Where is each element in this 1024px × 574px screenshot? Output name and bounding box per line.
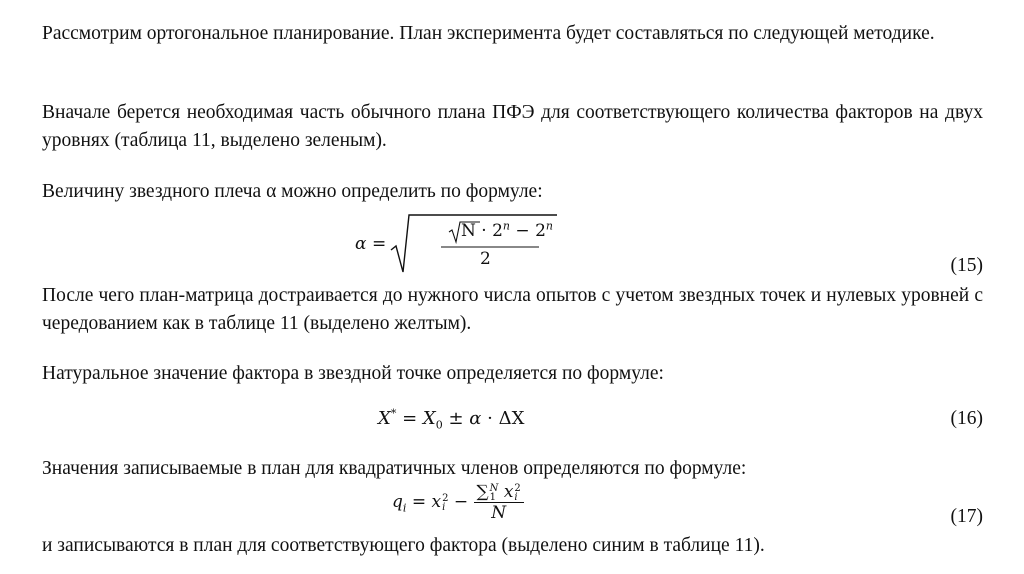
eq17-xi2: i <box>514 491 518 503</box>
eq17-x: x <box>431 492 442 512</box>
eq17-minus: − <box>453 492 469 512</box>
eq17-x2: x <box>503 482 514 502</box>
paragraph-quadratic: Значения записываемые в план для квадратичных членов определяются по формуле: <box>42 458 747 479</box>
paragraph-record: и записываются в план для соответствующего фактора (выделено синим в таблице 11). <box>42 535 765 556</box>
eq17-fraction <box>474 482 524 523</box>
equation-16 <box>378 407 525 432</box>
eq17-xi: i <box>442 501 446 513</box>
equation-17 <box>392 482 524 523</box>
equation-15 <box>355 212 555 274</box>
eq15-exp-a: n <box>502 219 511 233</box>
eq16-X: X <box>378 408 391 429</box>
eq17-denominator: N <box>474 502 524 523</box>
eq17-x2-scripts <box>514 484 520 502</box>
eq15-two-a: 2 <box>492 221 503 241</box>
eq17-sum: ∑ <box>476 482 489 502</box>
eq17-numerator <box>474 482 524 502</box>
eq17-x-scripts <box>442 494 448 512</box>
eq16-alpha: α <box>469 408 482 429</box>
paragraph-star-arm: Величину звездного плеча α можно определить по формуле: <box>42 181 543 202</box>
eq17-sum-top: N <box>489 482 499 494</box>
eq17-sub-i: i <box>402 501 407 515</box>
eq16-star: * <box>390 407 397 420</box>
eq16-pm: ± <box>448 408 464 429</box>
eq15-equals: = <box>372 234 387 254</box>
eq16-sub0: 0 <box>435 418 443 432</box>
eq17-equals: = <box>411 492 427 512</box>
eq17-sum-limits <box>490 484 499 502</box>
eq15-dot: · <box>481 221 487 241</box>
eq15-minus: − <box>515 221 530 241</box>
eq16-dot: · <box>487 408 493 429</box>
eq15-denominator: 2 <box>480 249 491 269</box>
eq15-alpha: α <box>355 234 367 254</box>
eq17-sum-bot: 1 <box>489 491 497 503</box>
eq17-sq: 2 <box>442 492 449 504</box>
equation-15-number: (15) <box>950 255 983 276</box>
paragraph-pfe: Вначале берется необходимая часть обычного плана ПФЭ для соответствующего количества факторов на двух уровнях (таблица 11, выделено зеленым). <box>42 102 983 151</box>
equation-17-number: (17) <box>950 506 983 527</box>
eq16-equals: = <box>402 408 418 429</box>
eq17-sq2: 2 <box>514 482 521 494</box>
paragraph-natural-value: Натуральное значение фактора в звездной точке определяется по формуле: <box>42 363 664 384</box>
equation-16-number: (16) <box>950 408 983 429</box>
eq15-two-b: 2 <box>535 221 546 241</box>
eq16-X0: X <box>422 408 436 429</box>
eq15-N: N <box>461 221 476 241</box>
eq16-deltaX: ΔX <box>498 408 525 429</box>
paragraph-intro: Рассмотрим ортогональное планирование. План эксперимента будет составляться по следующей методике. <box>42 23 935 44</box>
paragraph-plan-matrix: После чего план-матрица достраивается до нужного числа опытов с учетом звездных точек и нулевых уровней с чередованием как в таблице 11 (выделено желтым). <box>42 285 983 334</box>
eq15-exp-b: n <box>545 219 553 233</box>
eq15-numerator <box>461 221 553 241</box>
eq17-q: q <box>392 492 403 512</box>
